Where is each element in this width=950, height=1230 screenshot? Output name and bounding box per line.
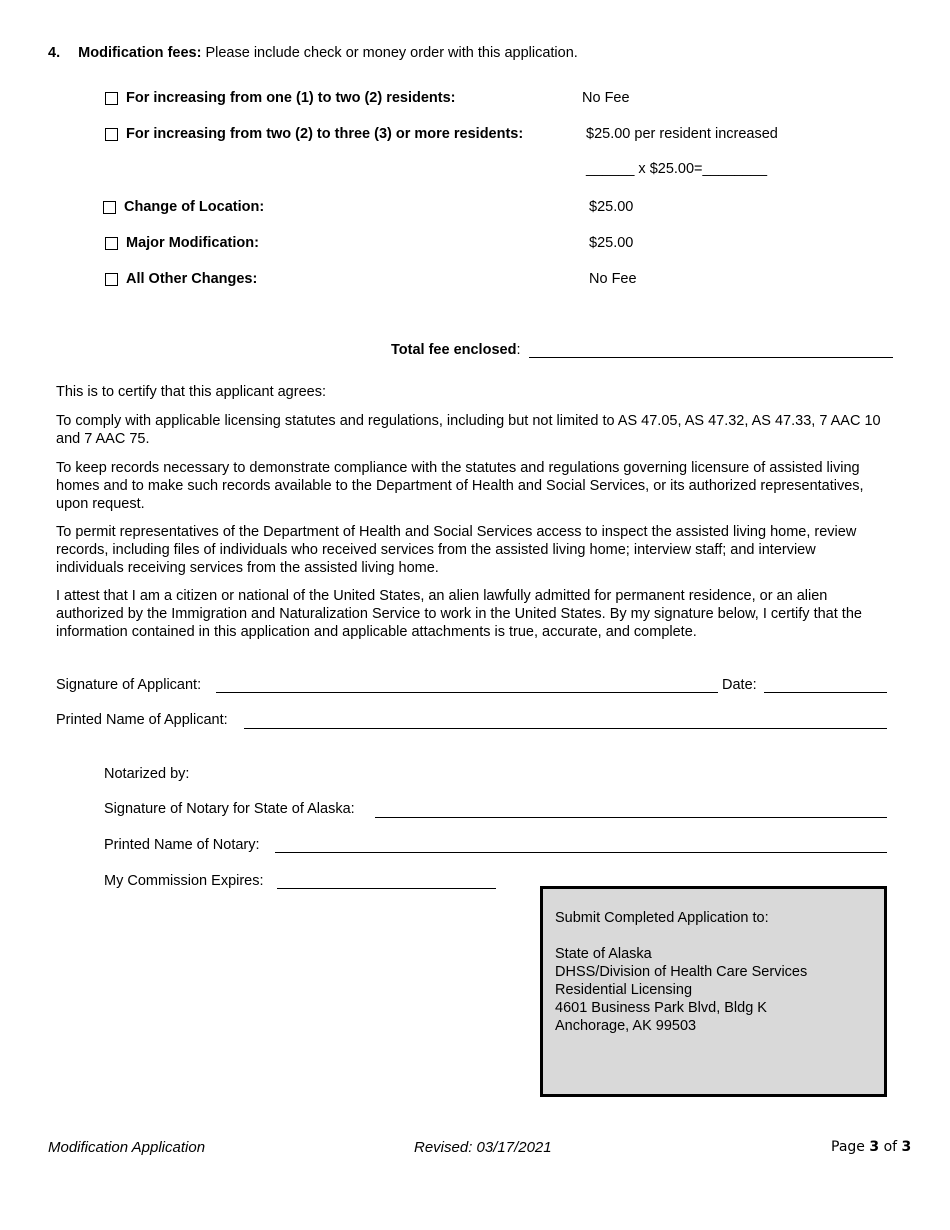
date-field[interactable] (764, 692, 887, 693)
section-heading (48, 45, 578, 61)
checkbox-major-modification[interactable] (105, 237, 118, 250)
checkbox-one-to-two[interactable] (105, 92, 118, 105)
section-number: 4. (48, 45, 61, 61)
commission-expires-label: My Commission Expires: (104, 873, 264, 889)
total-fee-label (391, 342, 520, 358)
applicant-printed-name-label: Printed Name of Applicant: (56, 712, 228, 728)
date-label: Date: (722, 677, 757, 693)
total-fee-colon: : (516, 342, 521, 358)
fee-item-label: All Other Changes: (126, 271, 258, 287)
applicant-signature-field[interactable] (216, 692, 718, 693)
notary-signature-field[interactable] (375, 817, 887, 818)
certify-paragraph: To permit representatives of the Department of Health and Social Services access to inspect the assisted living home, review records, including files of individuals who received services from the assisted living home; interview staff; and interview individuals receiving services from the assisted living home. (56, 524, 857, 576)
address-line: 4601 Business Park Blvd, Bldg K (555, 1000, 767, 1016)
checkbox-change-of-location[interactable] (103, 201, 116, 214)
footer-page-number (831, 1139, 911, 1155)
notary-printed-name-label: Printed Name of Notary: (104, 837, 260, 853)
fee-item-amount: No Fee (582, 90, 630, 106)
page-total: 3 (901, 1139, 912, 1155)
fee-item-amount: No Fee (589, 271, 637, 287)
submit-heading: Submit Completed Application to: (555, 910, 769, 926)
footer-form-name: Modification Application (48, 1139, 206, 1156)
fee-item-amount: $25.00 per resident increased (586, 126, 778, 142)
page-of: of (883, 1139, 898, 1155)
total-fee-field[interactable] (529, 357, 893, 358)
submit-address-box (540, 886, 887, 1097)
fee-item-amount: $25.00 (589, 199, 634, 215)
applicant-signature-label: Signature of Applicant: (56, 677, 202, 693)
address-line: Residential Licensing (555, 982, 693, 998)
address-line: DHSS/Division of Health Care Services (555, 964, 808, 980)
certify-paragraph: To keep records necessary to demonstrate compliance with the statutes and regulations governing licensure of assisted living homes and to make such records available to the Department of Health and Social Services, or its authorized representatives, upon request. (56, 460, 864, 512)
address-line: State of Alaska (555, 946, 652, 962)
notary-signature-label: Signature of Notary for State of Alaska: (104, 801, 355, 817)
section-instruction: Please include check or money order with this application. (201, 45, 578, 61)
page-word: Page (831, 1139, 865, 1155)
fee-item-label: Change of Location: (124, 199, 265, 215)
certify-paragraph: I attest that I am a citizen or national of the United States, an alien lawfully admitted for permanent residence, or an alien authorized by the Immigration and Naturalization Service to work in the United States. By my signature below, I certify that the information contained in this application and applicable attachments is true, accurate, and complete. (56, 588, 862, 640)
total-fee-text: Total fee enclosed (391, 342, 517, 358)
checkbox-all-other-changes[interactable] (105, 273, 118, 286)
certify-intro: This is to certify that this applicant agrees: (56, 384, 326, 400)
footer-revised-date: Revised: 03/17/2021 (414, 1139, 552, 1156)
notary-printed-name-field[interactable] (275, 852, 887, 853)
page-current: 3 (869, 1139, 880, 1155)
fee-calculation[interactable]: ______ x $25.00=________ (586, 161, 768, 177)
notarized-by-label: Notarized by: (104, 766, 190, 782)
commission-expires-field[interactable] (277, 888, 496, 889)
section-title: Modification fees: (78, 45, 202, 61)
address-line: Anchorage, AK 99503 (555, 1018, 697, 1034)
checkbox-two-to-three[interactable] (105, 128, 118, 141)
fee-item-amount: $25.00 (589, 235, 634, 251)
applicant-printed-name-field[interactable] (244, 728, 887, 729)
fee-item-label: For increasing from one (1) to two (2) residents: (126, 90, 456, 106)
certify-paragraph: To comply with applicable licensing statutes and regulations, including but not limited to AS 47.05, AS 47.32, AS 47.33, 7 AAC 10 and 7 AAC 75. (56, 413, 881, 447)
fee-item-label: For increasing from two (2) to three (3) or more residents: (126, 126, 524, 142)
fee-item-label: Major Modification: (126, 235, 259, 251)
